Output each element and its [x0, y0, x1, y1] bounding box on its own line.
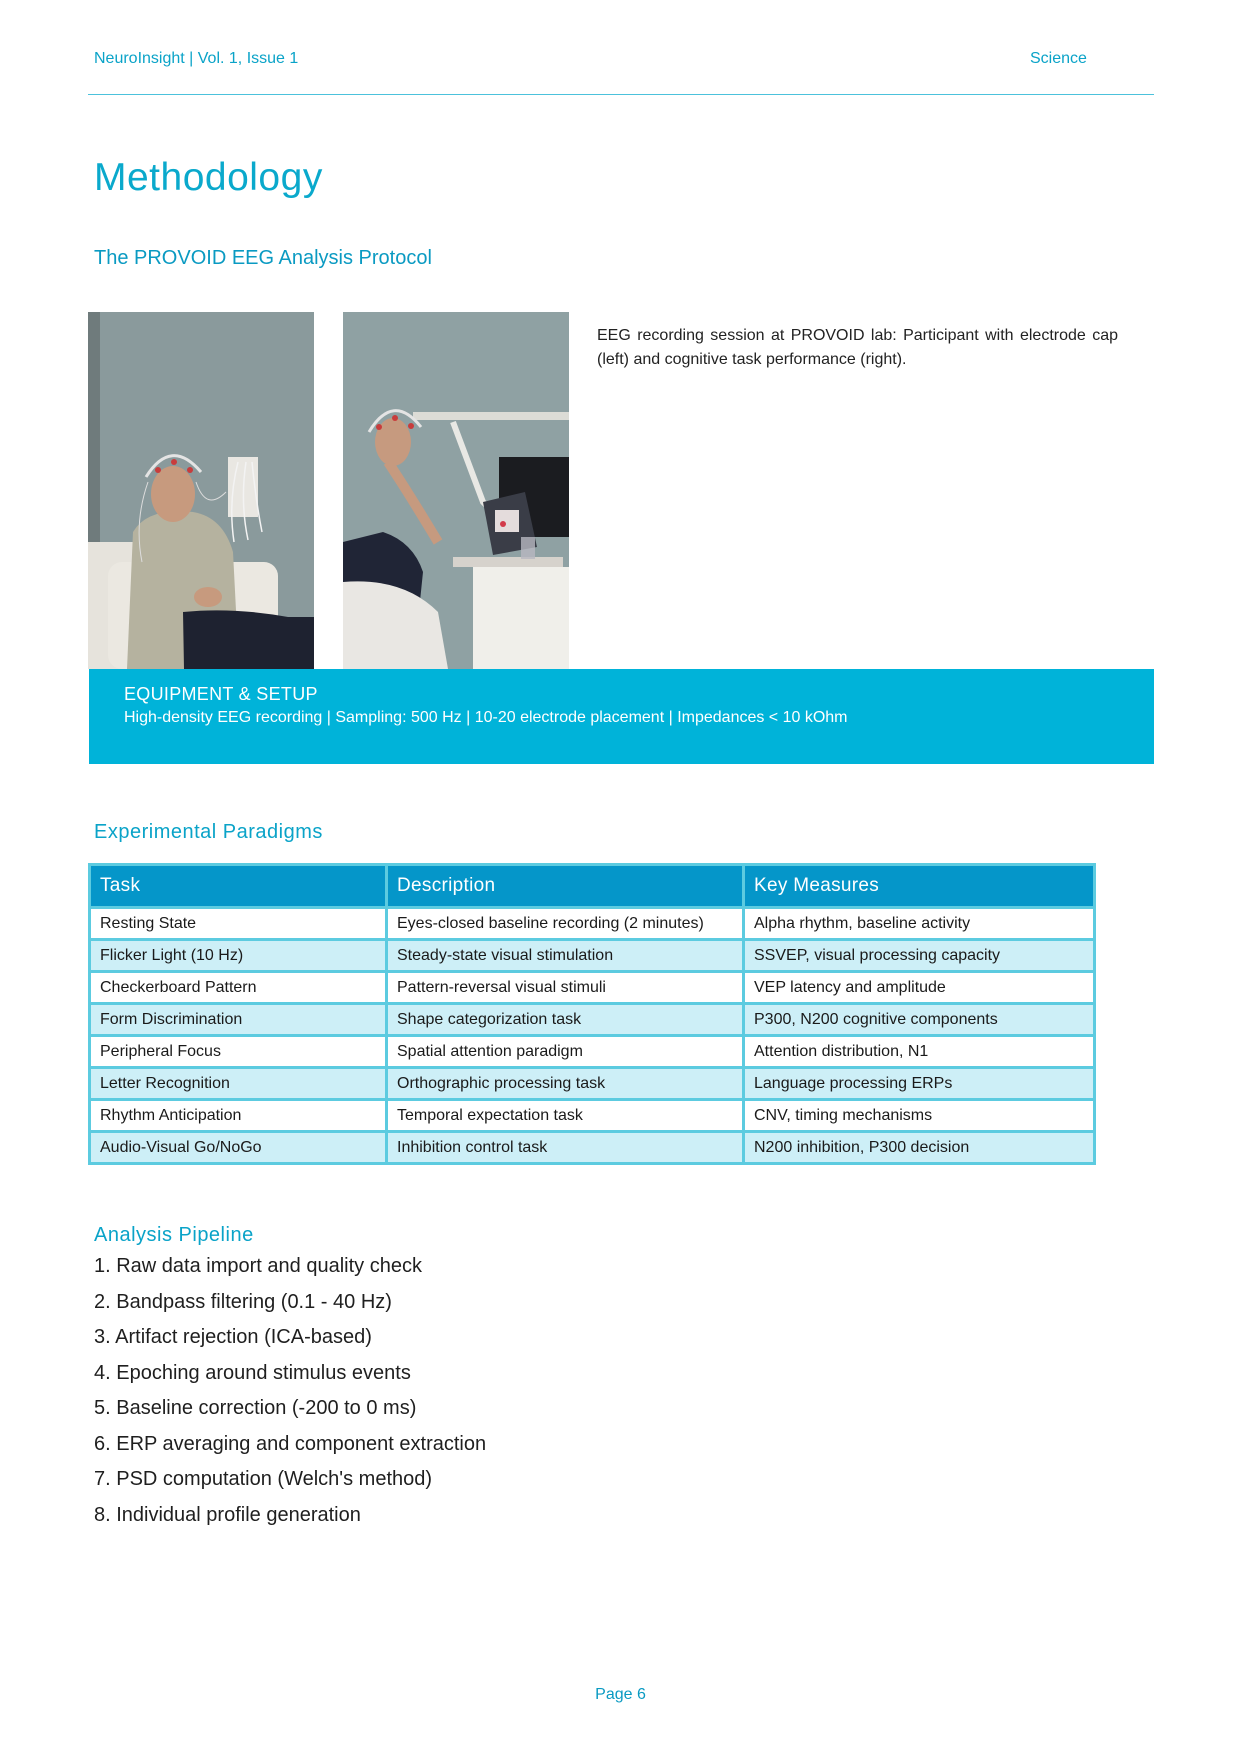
cell-description: Temporal expectation task [387, 1100, 744, 1132]
cell-description: Shape categorization task [387, 1004, 744, 1036]
cell-key-measures: Alpha rhythm, baseline activity [744, 908, 1095, 940]
cell-key-measures: N200 inhibition, P300 decision [744, 1132, 1095, 1164]
cell-key-measures: Language processing ERPs [744, 1068, 1095, 1100]
table-row [90, 1036, 1095, 1068]
journal-info: NeuroInsight | Vol. 1, Issue 1 [94, 50, 299, 67]
cell-key-measures: VEP latency and amplitude [744, 972, 1095, 1004]
page-number: Page 6 [595, 1686, 646, 1703]
column-header-task: Task [90, 865, 387, 908]
pipeline-step: 3. Artifact rejection (ICA-based) [94, 1326, 372, 1348]
pipeline-list [94, 1249, 486, 1533]
pipeline-step: 7. PSD computation (Welch's method) [94, 1468, 433, 1490]
table-row [90, 908, 1095, 940]
paradigms-heading: Experimental Paradigms [94, 821, 323, 843]
table-row [90, 1068, 1095, 1100]
table-header-row [90, 865, 1095, 908]
cell-description: Orthographic processing task [387, 1068, 744, 1100]
cell-description: Spatial attention paradigm [387, 1036, 744, 1068]
cell-task: Letter Recognition [90, 1068, 387, 1100]
paradigms-table [88, 863, 1096, 1165]
equipment-title: EQUIPMENT & SETUP [124, 684, 318, 704]
cell-task: Flicker Light (10 Hz) [90, 940, 387, 972]
cell-key-measures: CNV, timing mechanisms [744, 1100, 1095, 1132]
cell-key-measures: Attention distribution, N1 [744, 1036, 1095, 1068]
cell-key-measures: P300, N200 cognitive components [744, 1004, 1095, 1036]
pipeline-step: 6. ERP averaging and component extraction [94, 1432, 487, 1455]
table-row [90, 1004, 1095, 1036]
table-row [90, 1100, 1095, 1132]
cell-task: Resting State [90, 908, 387, 940]
cell-description: Eyes-closed baseline recording (2 minutes) [387, 908, 744, 940]
cell-key-measures: SSVEP, visual processing capacity [744, 940, 1095, 972]
table-row [90, 940, 1095, 972]
cell-description: Inhibition control task [387, 1132, 744, 1164]
cell-description: Pattern-reversal visual stimuli [387, 972, 744, 1004]
cell-task: Form Discrimination [90, 1004, 387, 1036]
page-title: Methodology [94, 156, 323, 199]
header-divider [88, 94, 1154, 95]
pipeline-heading: Analysis Pipeline [94, 1224, 254, 1246]
photo-cognitive-task [343, 312, 569, 669]
pipeline-step: 2. Bandpass filtering (0.1 - 40 Hz) [94, 1290, 392, 1313]
column-header-description: Description [387, 865, 744, 908]
equipment-banner [89, 669, 1154, 764]
pipeline-step: 8. Individual profile generation [94, 1503, 361, 1526]
page-subtitle: The PROVOID EEG Analysis Protocol [94, 247, 432, 269]
column-header-key-measures: Key Measures [744, 865, 1095, 908]
figure-caption: EEG recording session at PROVOID lab: Participant with electrode cap (left) and cognitive task performance (right). [597, 327, 1118, 368]
cell-task: Peripheral Focus [90, 1036, 387, 1068]
cell-description: Steady-state visual stimulation [387, 940, 744, 972]
cell-task: Checkerboard Pattern [90, 972, 387, 1004]
photo-participant-electrode-cap [88, 312, 314, 669]
pipeline-step: 1. Raw data import and quality check [94, 1255, 422, 1277]
cell-task: Rhythm Anticipation [90, 1100, 387, 1132]
cell-task: Audio-Visual Go/NoGo [90, 1132, 387, 1164]
table-row [90, 1132, 1095, 1164]
section-label: Science [1030, 50, 1087, 67]
equipment-description: High-density EEG recording | Sampling: 500 Hz | 10-20 electrode placement | Impedances < 10 kOhm [124, 709, 848, 726]
pipeline-step: 5. Baseline correction (-200 to 0 ms) [94, 1397, 417, 1419]
table-row [90, 972, 1095, 1004]
pipeline-step: 4. Epoching around stimulus events [94, 1361, 411, 1384]
